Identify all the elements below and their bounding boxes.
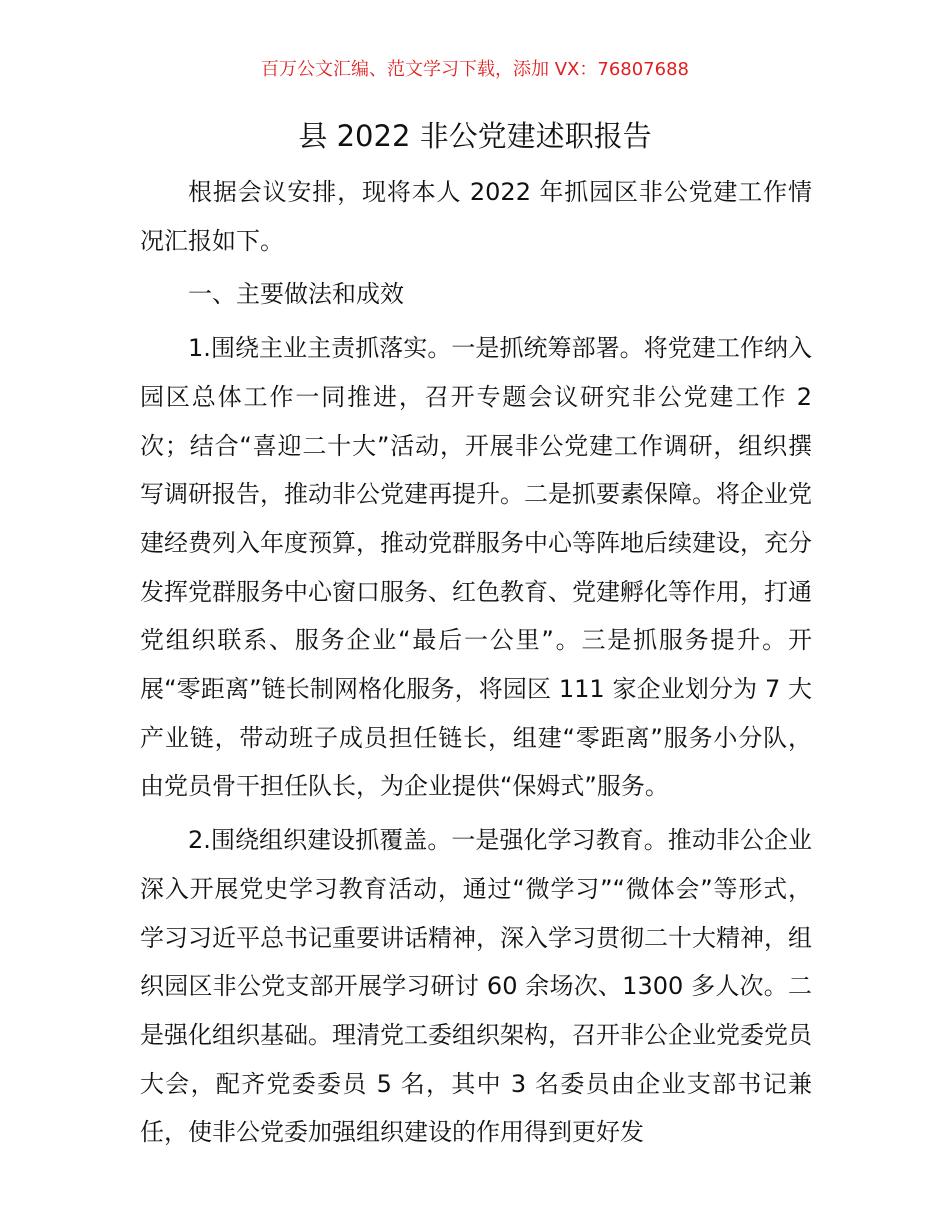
section-heading: 一、主要做法和成效	[188, 280, 404, 309]
body-paragraph: 2.围绕组织建设抓覆盖。一是强化学习教育。推动非公企业深入开展党史学习教育活动，通过“微学习”“微体会”等形式，学习习近平总书记重要讲话精神，深入学习贯彻二十大精神，组织园区非公党支部开展学习研讨 60 余场次、1300 多人次。二是强化组织基础。理清党工委组织架构，召开非公企业党委党员大会，配齐党委委员 5 名，其中 3 名委员由企业支部书记兼任，使非公党委加强组织建设的作用得到更好发	[140, 826, 812, 1147]
watermark-banner: 百万公文汇编、范文学习下载，添加 VX：76807688	[261, 59, 689, 80]
document-body	[140, 168, 812, 1157]
intro-paragraph: 根据会议安排，现将本人 2022 年抓园区非公党建工作情况汇报如下。	[140, 178, 812, 255]
body-paragraph: 1.围绕主业主责抓落实。一是抓统筹部署。将党建工作纳入园区总体工作一同推进，召开专题会议研究非公党建工作 2 次；结合“喜迎二十大”活动，开展非公党建工作调研，组织撰写调研报告，推动非公党建再提升。二是抓要素保障。将企业党建经费列入年度预算，推动党群服务中心等阵地后续建设，充分发挥党群服务中心窗口服务、红色教育、党建孵化等作用，打通党组织联系、服务企业“最后一公里”。三是抓服务提升。开展“零距离”链长制网格化服务，将园区 111 家企业划分为 7 大产业链，带动班子成员担任链长，组建“零距离”服务小分队，由党员骨干担任队长，为企业提供“保姆式”服务。	[140, 334, 812, 801]
document-title: 县 2022 非公党建述职报告	[298, 119, 652, 153]
